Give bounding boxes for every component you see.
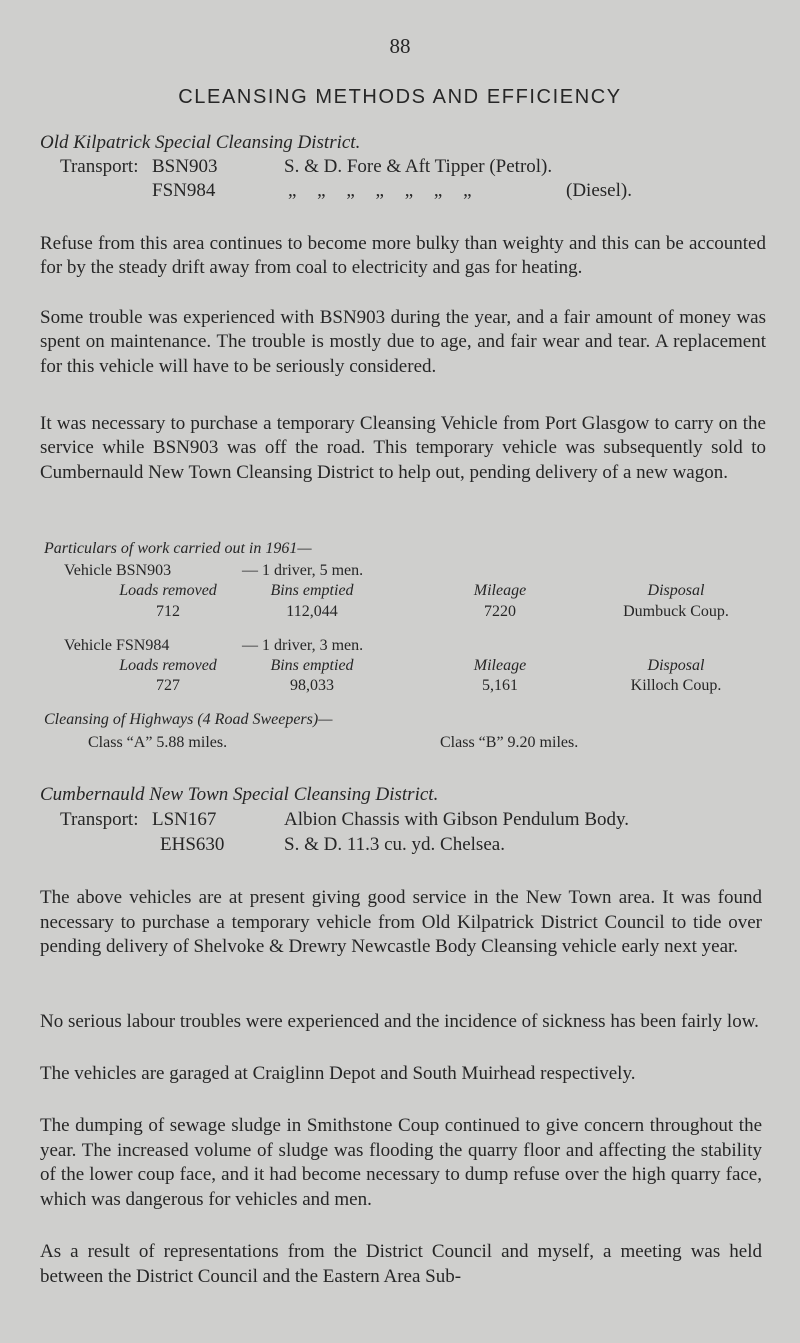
disposal-value: Dumbuck Coup. [623,603,729,620]
bins-emptied-value: 112,044 [286,603,338,620]
particulars-title: Particulars of work carried out in 1961— [44,540,312,557]
bins-emptied-header: Bins emptied [270,582,354,599]
loads-removed-value: 712 [156,603,180,620]
loads-removed-header: Loads removed [119,657,217,674]
vehicle-fuel: (Diesel). [566,180,632,201]
mileage-value: 5,161 [482,677,518,694]
vehicle-label: Vehicle BSN903 [64,562,172,579]
section-heading: CLEANSING METHODS AND EFFICIENCY [178,86,622,108]
loads-removed-value: 727 [156,677,180,694]
mileage-header: Mileage [473,657,527,674]
paragraph: It was necessary to purchase a temporary Cleansing Vehicle from Port Glasgow to carry on the service while BSN903 was off the road. This temporary vehicle was subsequently sold to Cumbernauld New Town Cleansing District to help out, pending delivery of a new wagon. [40,413,766,483]
old-kilpatrick-title: Old Kilpatrick Special Cleansing District. [40,132,361,153]
vehicle-reg: EHS630 [160,834,225,855]
ditto-marks: „ „ „ „ „ „ „ [288,180,480,201]
transport-label: Transport: [60,809,139,830]
vehicle-label: Vehicle FSN984 [64,637,170,654]
bins-emptied-header: Bins emptied [270,657,354,674]
mileage-value: 7220 [484,603,516,620]
mileage-header: Mileage [473,582,527,599]
highways-title: Cleansing of Highways (4 Road Sweepers)— [44,711,333,728]
page-number: 88 [389,34,411,58]
vehicle-crew: — 1 driver, 5 men. [242,562,364,579]
paragraph: Some trouble was experienced with BSN903 during the year, and a fair amount of money was spent on maintenance. The trouble is mostly due to age, and fair wear and tear. A replacement for this vehicle will have to be seriously considered. [40,307,766,377]
vehicle-desc: S. & D. Fore & Aft Tipper (Petrol). [284,156,553,177]
class-b-mileage: Class “B” 9.20 miles. [440,734,579,751]
disposal-header: Disposal [647,582,705,599]
disposal-value: Killoch Coup. [630,677,722,694]
transport-label: Transport: [60,156,139,177]
bins-emptied-value: 98,033 [290,677,334,694]
disposal-header: Disposal [647,657,705,674]
vehicle-crew: — 1 driver, 3 men. [242,637,364,654]
paragraph: The above vehicles are at present giving good service in the New Town area. It was found necessary to purchase a temporary vehicle from Old Kilpatrick District Council to tide over pending delivery of Shelvoke & Drewry Newcastle Body Cleansing vehicle early next year. [40,887,762,958]
vehicle-reg: FSN984 [152,180,216,201]
vehicle-desc: Albion Chassis with Gibson Pendulum Body. [284,809,630,830]
vehicle-desc: S. & D. 11.3 cu. yd. Chelsea. [284,834,505,855]
loads-removed-header: Loads removed [119,582,217,599]
cumbernauld-title: Cumbernauld New Town Special Cleansing District. [40,784,439,805]
vehicle-reg: LSN167 [152,809,217,830]
paragraph: As a result of representations from the District Council and myself, a meeting was held between the District Council and the Eastern Area Sub- [40,1241,762,1287]
class-a-mileage: Class “A” 5.88 miles. [88,734,228,751]
paragraph: The dumping of sewage sludge in Smithstone Coup continued to give concern throughout the year. The increased volume of sludge was flooding the quarry floor and affecting the stability of the lower coup face, and it had become necessary to dump refuse over the high quarry face, which was dangerous for vehicles and men. [40,1115,762,1211]
paragraph: No serious labour troubles were experienced and the incidence of sickness has been fairly low. [40,1011,759,1032]
vehicle-reg: BSN903 [152,156,218,177]
paragraph: The vehicles are garaged at Craiglinn Depot and South Muirhead respectively. [40,1063,636,1084]
paragraph: Refuse from this area continues to become more bulky than weighty and this can be accounted for by the steady drift away from coal to electricity and gas for heating. [40,233,766,279]
